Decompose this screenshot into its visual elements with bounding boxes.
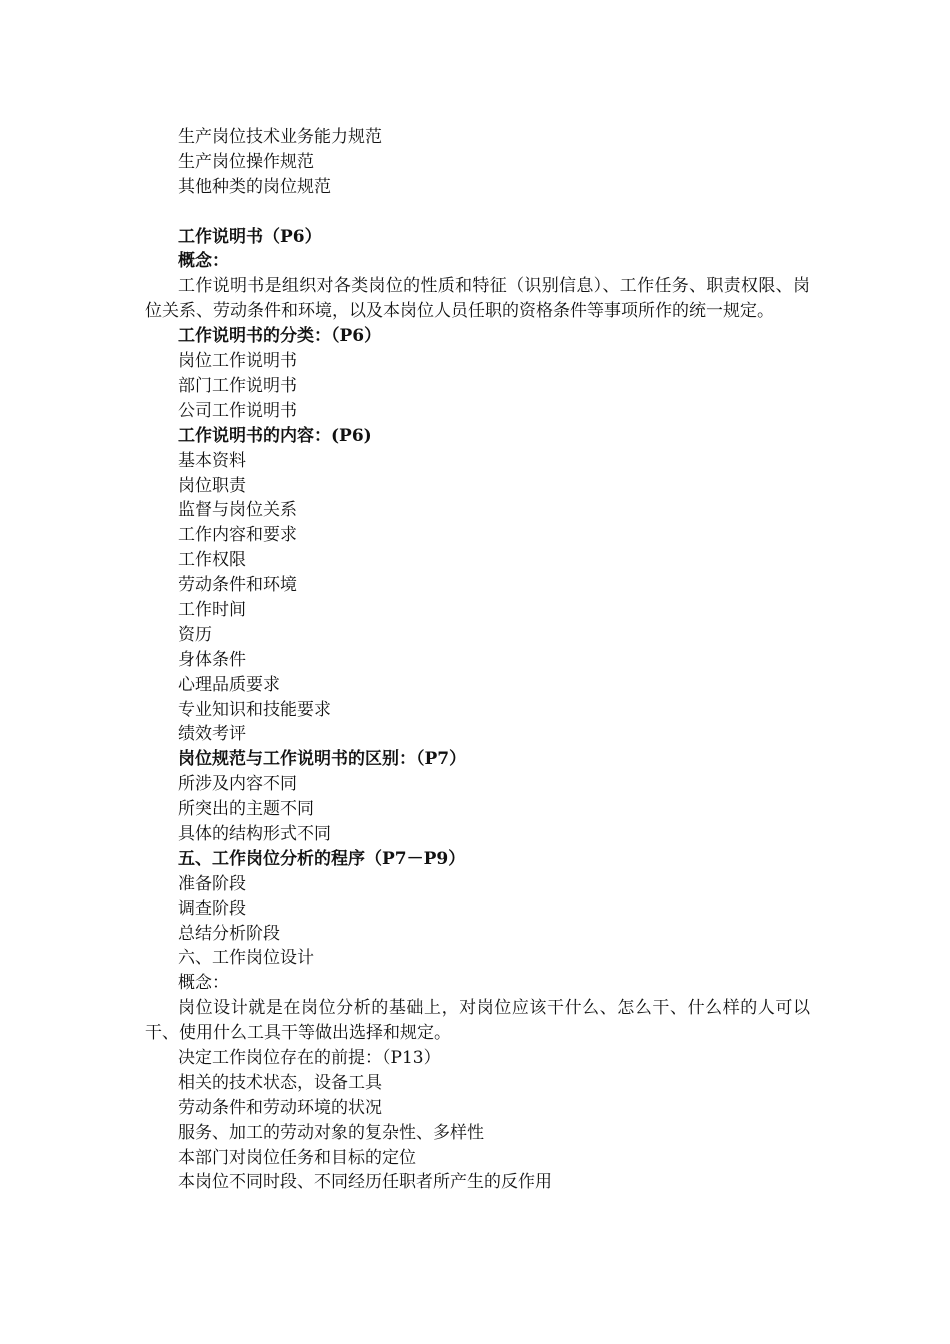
subheading-premises: 决定工作岗位存在的前提：（P13）: [178, 1048, 441, 1069]
list-item: 工作时间: [178, 599, 246, 620]
list-item: 总结分析阶段: [178, 923, 280, 944]
section-heading-procedure: 五、工作岗位分析的程序（P7－P9）: [178, 848, 466, 869]
section-heading-job-description: 工作说明书（P6）: [178, 226, 322, 247]
subheading-differences: 岗位规范与工作说明书的区别：（P7）: [178, 749, 467, 770]
list-item: 服务、加工的劳动对象的复杂性、多样性: [178, 1122, 484, 1143]
list-item: 劳动条件和环境: [178, 575, 297, 596]
list-item: 本岗位不同时段、不同经历任职者所产生的反作用: [178, 1172, 552, 1193]
list-item: 基本资料: [178, 450, 246, 471]
document-body: [145, 125, 810, 1195]
list-item: 岗位工作说明书: [178, 351, 297, 372]
list-item: 生产岗位技术业务能力规范: [178, 127, 382, 147]
list-item: 相关的技术状态，设备工具: [178, 1072, 382, 1093]
list-item: 监督与岗位关系: [178, 500, 297, 521]
list-item: 公司工作说明书: [178, 400, 297, 421]
list-item: 所涉及内容不同: [178, 774, 297, 795]
list-item: 资历: [178, 624, 212, 645]
list-item: 劳动条件和劳动环境的状况: [178, 1097, 382, 1118]
list-item: 所突出的主题不同: [178, 799, 314, 820]
list-item: 具体的结构形式不同: [178, 823, 331, 844]
concept-paragraph: 岗位设计就是在岗位分析的基础上，对岗位应该干什么、怎么干、什么样的人可以干、使用什么工具干等做出选择和规定。: [145, 998, 810, 1044]
blank-line: [145, 200, 810, 225]
list-item: 专业知识和技能要求: [178, 699, 331, 720]
subheading-contents: 工作说明书的内容：(P6): [178, 425, 372, 446]
concept-label: 概念：: [178, 973, 229, 994]
concept-paragraph: 工作说明书是组织对各类岗位的性质和特征（识别信息）、工作任务、职责权限、岗位关系、劳动条件和环境，以及本岗位人员任职的资格条件等事项所作的统一规定。: [145, 276, 810, 322]
list-item: 其他种类的岗位规范: [178, 176, 331, 197]
list-item: 工作权限: [178, 550, 246, 571]
list-item: 部门工作说明书: [178, 375, 297, 396]
concept-label: 概念：: [178, 251, 229, 272]
list-item: 岗位职责: [178, 475, 246, 496]
list-item: 准备阶段: [178, 873, 246, 894]
list-item: 调查阶段: [178, 898, 246, 919]
list-item: 本部门对岗位任务和目标的定位: [178, 1147, 416, 1168]
section-heading-design: 六、工作岗位设计: [178, 948, 314, 969]
list-item: 生产岗位操作规范: [178, 151, 314, 172]
subheading-types: 工作说明书的分类：（P6）: [178, 326, 382, 347]
list-item: 绩效考评: [178, 724, 246, 745]
list-item: 心理品质要求: [178, 674, 280, 695]
list-item: 身体条件: [178, 649, 246, 670]
list-item: 工作内容和要求: [178, 525, 297, 546]
